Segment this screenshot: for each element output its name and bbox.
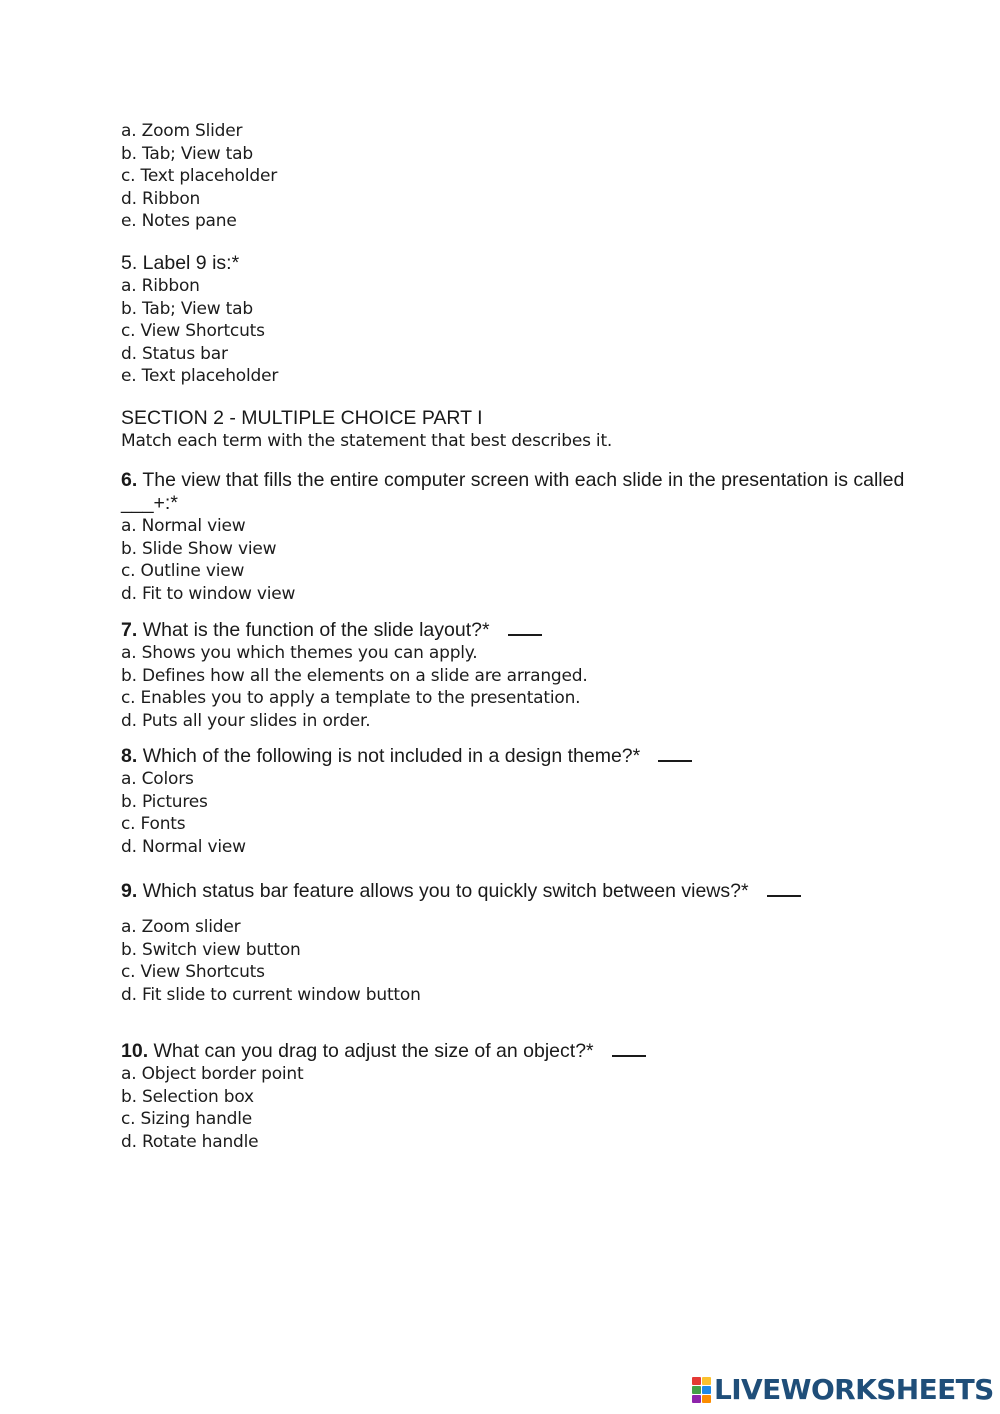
option-b[interactable]: b. Tab; View tab — [121, 143, 253, 164]
question-4-options — [121, 120, 911, 233]
option-d[interactable]: d. Status bar — [121, 343, 228, 364]
question-prompt: What is the function of the slide layout?* — [142, 619, 490, 641]
question-9 — [121, 880, 911, 1006]
option-c[interactable]: c. Sizing handle — [121, 1109, 253, 1129]
option-d[interactable]: d. Puts all your slides in order. — [121, 710, 371, 731]
option-c[interactable]: c. Text placeholder — [121, 166, 278, 186]
question-5 — [121, 252, 911, 388]
option-c[interactable]: c. Fonts — [121, 814, 186, 834]
question-5-text: 5. Label 9 is:* — [121, 252, 240, 274]
option-e[interactable]: e. Notes pane — [121, 211, 237, 231]
question-10-text — [121, 1040, 911, 1063]
question-8-text — [121, 745, 911, 768]
option-c[interactable]: c. Enables you to apply a template to the presentation. — [121, 688, 581, 708]
answer-blank[interactable] — [767, 881, 801, 897]
option-b[interactable]: b. Pictures — [121, 791, 208, 812]
option-e[interactable]: e. Text placeholder — [121, 366, 279, 386]
option-a[interactable]: a. Zoom Slider — [121, 121, 243, 141]
question-8 — [121, 745, 911, 858]
question-number: 9. — [121, 880, 138, 902]
option-c[interactable]: c. View Shortcuts — [121, 962, 265, 982]
option-d[interactable]: d. Fit to window view — [121, 583, 296, 604]
question-prompt: What can you drag to adjust the size of an object?* — [153, 1040, 594, 1062]
question-10 — [121, 1040, 911, 1153]
option-a[interactable]: a. Zoom slider — [121, 917, 241, 937]
option-b[interactable]: b. Tab; View tab — [121, 298, 253, 319]
question-prompt: Which status bar feature allows you to quickly switch between views?* — [142, 880, 749, 902]
section-title: SECTION 2 - MULTIPLE CHOICE PART I — [121, 407, 483, 429]
option-b[interactable]: b. Switch view button — [121, 939, 301, 960]
question-prompt: Which of the following is not included in a design theme?* — [142, 745, 641, 767]
option-d[interactable]: d. Normal view — [121, 836, 246, 857]
question-6 — [121, 469, 911, 605]
answer-blank[interactable] — [658, 746, 692, 762]
option-d[interactable]: d. Rotate handle — [121, 1131, 259, 1152]
logo-text: LIVEWORKSHEETS — [714, 1373, 994, 1406]
question-7-text — [121, 619, 911, 642]
option-c[interactable]: c. View Shortcuts — [121, 321, 265, 341]
option-a[interactable]: a. Object border point — [121, 1064, 304, 1084]
question-6-text — [121, 469, 911, 515]
section-2-header — [121, 407, 911, 453]
liveworksheets-logo[interactable] — [692, 1373, 994, 1406]
option-a[interactable]: a. Colors — [121, 769, 194, 789]
option-b[interactable]: b. Slide Show view — [121, 538, 277, 559]
question-number: 10. — [121, 1040, 149, 1062]
option-c[interactable]: c. Outline view — [121, 561, 245, 581]
option-d[interactable]: d. Fit slide to current window button — [121, 984, 421, 1005]
option-b[interactable]: b. Defines how all the elements on a slide are arranged. — [121, 665, 588, 686]
question-number: 6. — [121, 469, 138, 491]
question-7 — [121, 619, 911, 732]
answer-blank[interactable] — [612, 1041, 646, 1057]
option-b[interactable]: b. Selection box — [121, 1086, 254, 1107]
section-subtitle: Match each term with the statement that best describes it. — [121, 431, 613, 451]
option-a[interactable]: a. Ribbon — [121, 276, 200, 296]
option-a[interactable]: a. Shows you which themes you can apply. — [121, 643, 478, 663]
question-number: 7. — [121, 619, 138, 641]
option-d[interactable]: d. Ribbon — [121, 188, 201, 209]
question-number: 8. — [121, 745, 138, 767]
option-a[interactable]: a. Normal view — [121, 516, 246, 536]
answer-blank[interactable] — [508, 620, 542, 636]
question-9-text — [121, 880, 911, 903]
question-prompt: The view that fills the entire computer screen with each slide in the presentation is called ___+:* — [121, 469, 905, 514]
logo-mark-icon — [692, 1377, 712, 1403]
